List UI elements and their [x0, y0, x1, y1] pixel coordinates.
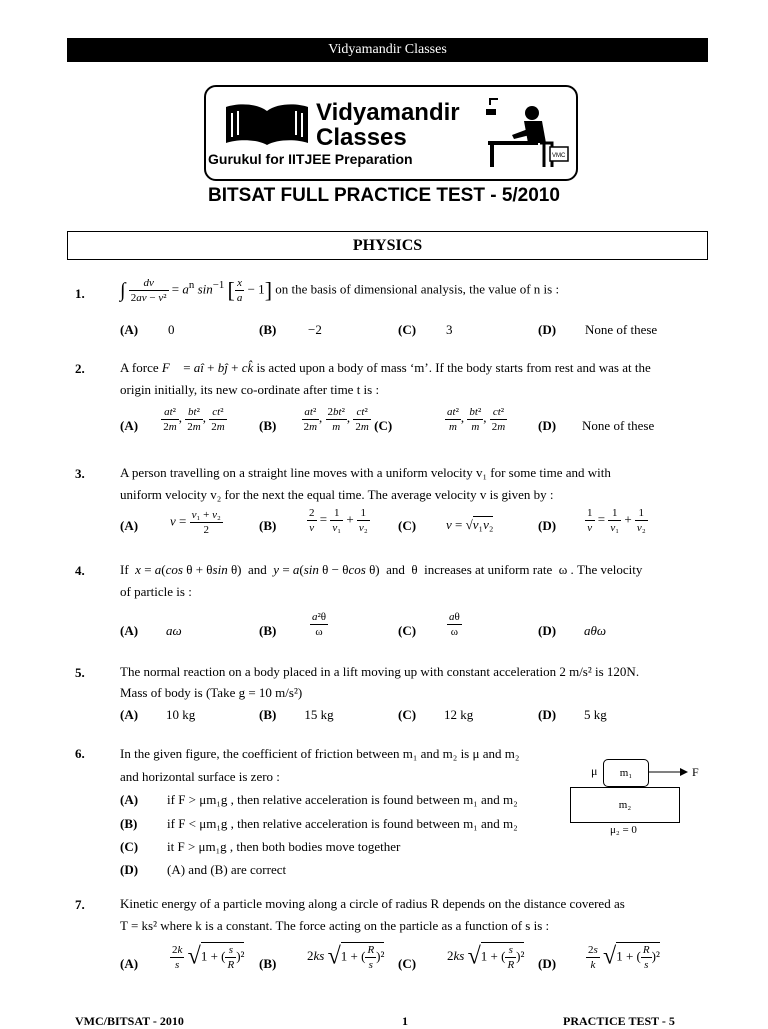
- question-number: 7.: [75, 897, 85, 912]
- option-b[interactable]: (B) −2: [259, 322, 322, 337]
- page-number: 1: [402, 1014, 408, 1028]
- option-d[interactable]: (D) aθω: [538, 623, 607, 638]
- option-b[interactable]: (B) 15 kg: [259, 707, 334, 722]
- option-c-formula: 2ks √1 + ( $\frac{s}{R}$ )²: [447, 943, 525, 971]
- option-b[interactable]: (B): [259, 623, 277, 638]
- question-number: 3.: [75, 466, 85, 481]
- question-number: 5.: [75, 665, 85, 680]
- question-1-text: ∫ $\frac{dv}{\text{2av − v²}}$ = $a^n$ $\sin^{-1}$ [ $\frac{x}{a}$ − 1] on the basis of dimensional analysis, the value of n is :: [120, 276, 560, 304]
- open-book-icon: [222, 101, 312, 147]
- option-c[interactable]: (C) 3: [398, 322, 453, 337]
- logo: [204, 85, 578, 181]
- option-a[interactable]: (A): [120, 518, 139, 533]
- option-b[interactable]: (B): [259, 956, 277, 971]
- page-title: BITSAT FULL PRACTICE TEST - 5/2010: [208, 185, 560, 206]
- question-number: 2.: [75, 361, 85, 376]
- logo-name-line2: Classes: [316, 124, 407, 151]
- option-a[interactable]: (A) aω: [120, 623, 182, 638]
- option-a[interactable]: (A) 0: [120, 322, 175, 337]
- question-number: 6.: [75, 746, 85, 761]
- option-b[interactable]: (B): [259, 518, 277, 533]
- option-b[interactable]: (B) if F < μm₁g , then relative acceleration is found between m₁ and m₂: [120, 816, 518, 831]
- option-d[interactable]: (D) (A) and (B) are correct: [120, 862, 287, 877]
- block-m1: m₁: [603, 759, 649, 787]
- mu-label: μ: [591, 764, 598, 778]
- question-2-text: A force F⃗ = aî + bĵ + ck̂ is acted upon a body of mass ‘m’. If the body starts from rest and was at the origin initially, its new co-ordinate after time t is :: [120, 360, 651, 397]
- badge-text: VMC: [552, 153, 566, 159]
- option-c[interactable]: (C) 12 kg: [398, 707, 474, 722]
- option-d[interactable]: (D) None of these: [538, 418, 655, 433]
- option-a-formula: $\frac{2k}{s}$ √1 + ( $\frac{s}{R}$ )²: [172, 943, 245, 971]
- header-bar: Vidyamandir Classes: [67, 38, 708, 62]
- option-d[interactable]: (D) 5 kg: [538, 707, 607, 722]
- option-c[interactable]: (C) it F > μm₁g , then both bodies move together: [120, 839, 401, 854]
- option-d-formula: $\frac{1}{v}$ = $\frac{1}{\text{v₁}}$ + $\frac{1}{\text{v₂}}$: [587, 507, 646, 534]
- question-4-text: If x = a(cos θ + θsin θ) and y = a(sin θ − θcos θ) and θ increases at uniform rate ω . The velocity of particle is :: [120, 562, 643, 599]
- logo-tagline: Gurukul for IITJEE Preparation: [208, 151, 413, 167]
- footer-right: PRACTICE TEST - 5: [563, 1014, 675, 1028]
- option-c[interactable]: (C): [398, 518, 417, 533]
- option-a-formula: v = $\frac{\text{v₁ + v₂}}{2}$: [170, 509, 221, 536]
- force-label: F: [692, 765, 699, 779]
- question-7-text: Kinetic energy of a particle moving along a circle of radius R depends on the distance covered as T = ks² where k is a constant. The force acting on the particle as a function of s is :: [120, 896, 625, 933]
- option-a[interactable]: (A) $\frac{\text{at²}}{2m}$ , $\frac{\text{bt²}}{2m}$ , $\frac{\text{ct²}}{2m}$: [120, 406, 225, 434]
- option-b-formula: $\frac{\text{a²θ}}{\omega}$: [312, 611, 327, 638]
- option-c-formula: $\frac{a\theta}{\omega}$: [449, 611, 460, 638]
- option-a[interactable]: (A): [120, 956, 139, 971]
- option-b-formula: $\frac{2}{v}$ = $\frac{1}{\text{v₁}}$ + $\frac{1}{\text{v₂}}$: [309, 507, 368, 534]
- question-number: 4.: [75, 563, 85, 578]
- block-m2: m₂: [570, 787, 680, 823]
- option-c-formula: v = √v₁v₂: [446, 517, 494, 532]
- option-c-label: (C): [374, 418, 393, 434]
- option-b[interactable]: (B) $\frac{\text{at²}}{2m}$ , $\frac{\text{2bt²}}{m}$ , $\frac{\text{ct²}}{2m}$ (C): [259, 406, 393, 434]
- option-d[interactable]: (D) None of these: [538, 322, 658, 337]
- force-arrow-icon: [648, 765, 688, 779]
- question-1-tail: on the basis of dimensional analysis, the value of n is :: [275, 281, 560, 297]
- option-c[interactable]: $\frac{\text{at²}}{m}$ , $\frac{\text{bt²}}{m}$ , $\frac{\text{ct²}}{2m}$: [447, 406, 506, 433]
- option-c[interactable]: (C): [398, 623, 417, 638]
- logo-name-line1: Vidyamandir: [316, 99, 460, 126]
- option-d[interactable]: (D): [538, 956, 557, 971]
- question-number: 1.: [75, 286, 85, 301]
- question-3-text: A person travelling on a straight line moves with a uniform velocity v₁ for some time and with uniform velocity v₂ for the next the equal time. The average velocity v is given by :: [120, 465, 611, 502]
- option-c[interactable]: (C): [398, 956, 417, 971]
- option-b-formula: 2ks √1 + ( $\frac{R}{s}$ )²: [307, 943, 385, 971]
- option-d[interactable]: (D): [538, 518, 557, 533]
- question-6-text: In the given figure, the coefficient of friction between m₁ and m₂ is μ and m₂ and horizontal surface is zero :: [120, 746, 520, 784]
- footer-left: VMC/BITSAT - 2010: [75, 1014, 184, 1028]
- question-5-text: The normal reaction on a body placed in a lift moving up with constant acceleration 2 m/s² is 120N. Mass of body is (Take g = 10 m/s²): [120, 664, 640, 700]
- section-header: PHYSICS: [67, 231, 708, 260]
- option-d-formula: $\frac{2s}{k}$ √1 + ( $\frac{R}{s}$ )²: [588, 943, 660, 971]
- option-a[interactable]: (A) if F > μm₁g , then relative acceleration is found between m₁ and m₂: [120, 792, 518, 807]
- student-at-desk-icon: [484, 95, 570, 171]
- option-a[interactable]: (A) 10 kg: [120, 707, 196, 722]
- mu2-label: μ₂ = 0: [610, 824, 637, 836]
